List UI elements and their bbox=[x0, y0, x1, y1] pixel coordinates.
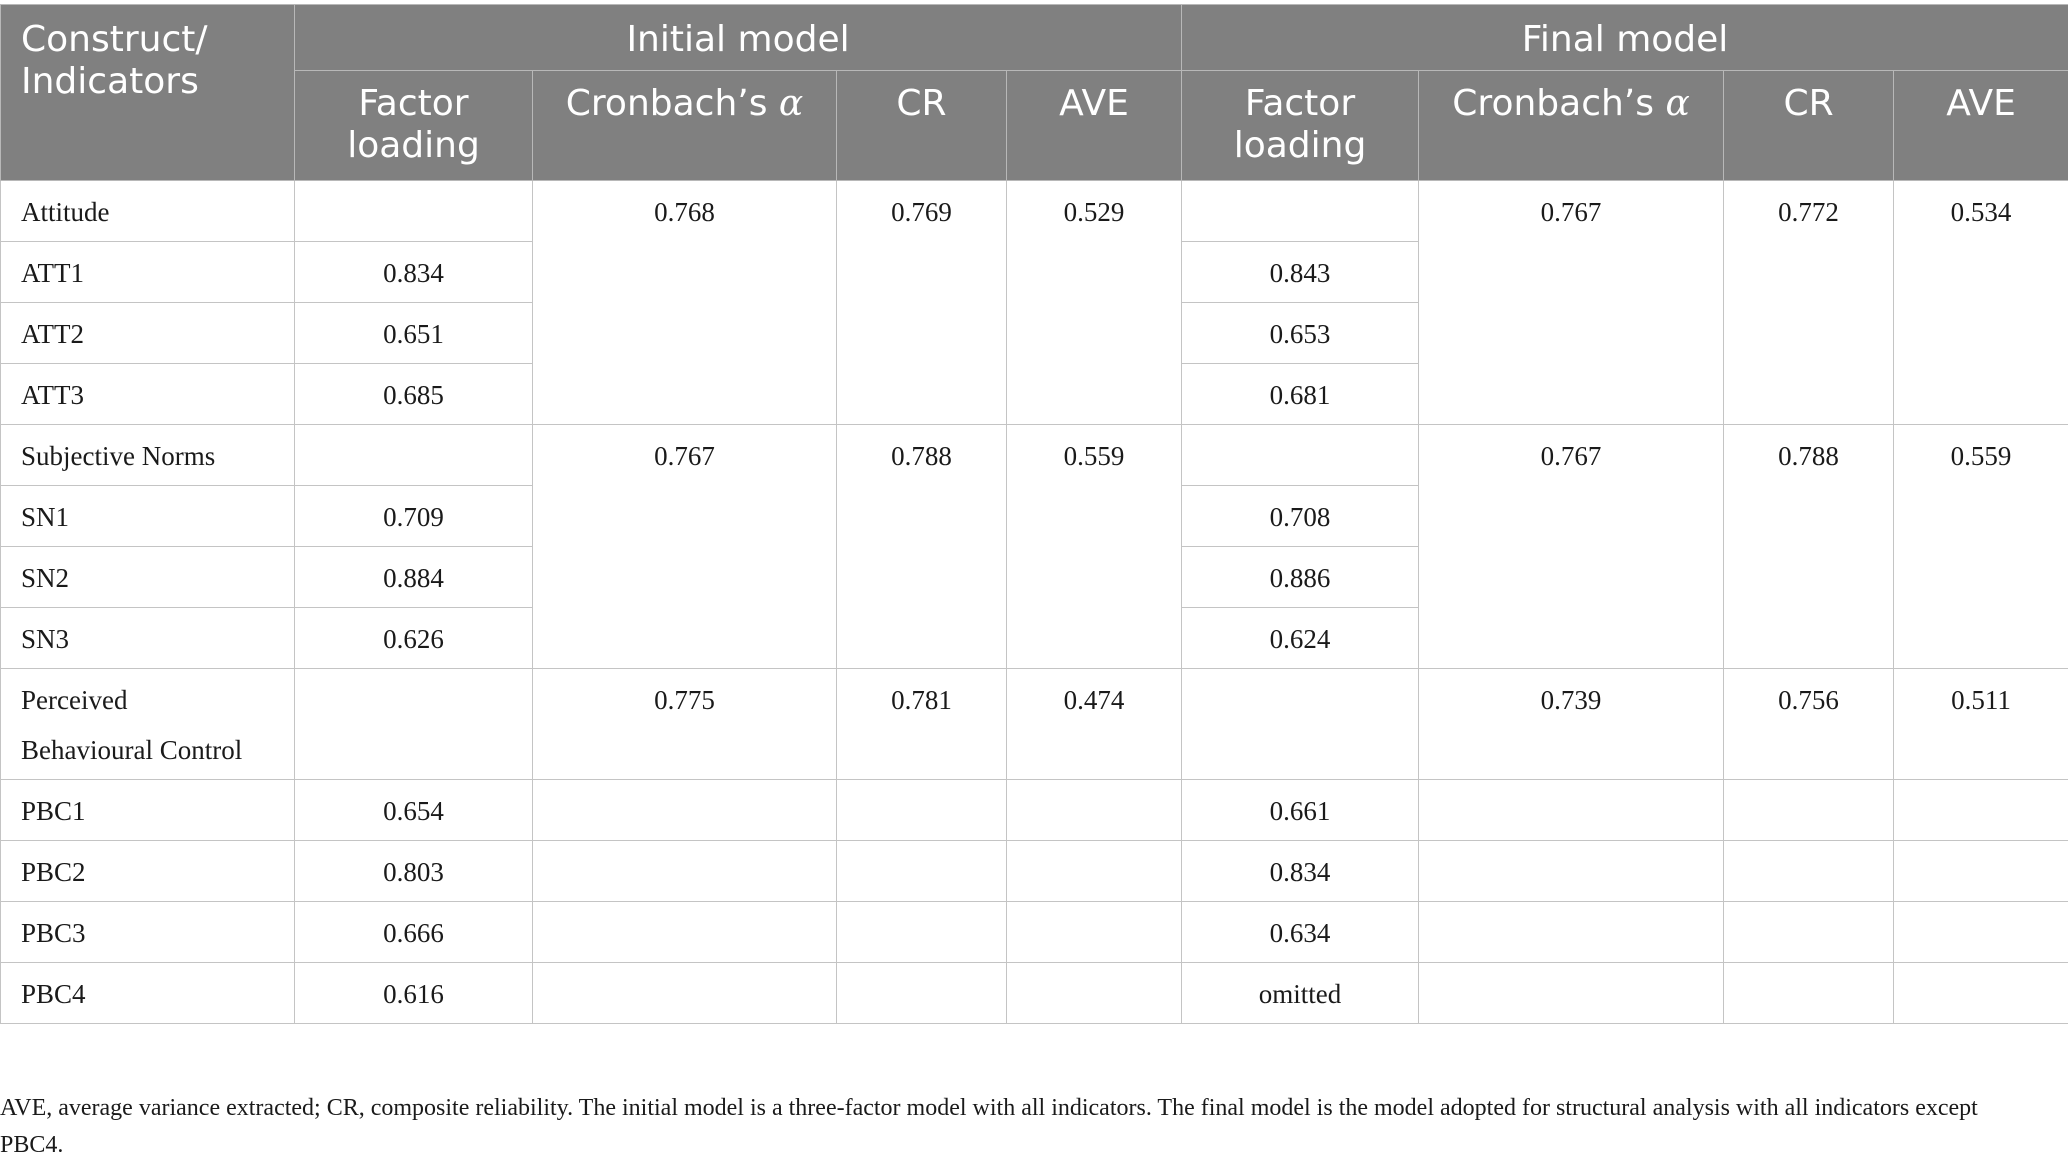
construct-name: Perceived Behavioural Control bbox=[1, 669, 295, 780]
final-loading: 0.708 bbox=[1182, 486, 1419, 547]
factor-loading-cell bbox=[295, 669, 533, 780]
construct-name: Subjective Norms bbox=[1, 425, 295, 486]
initial-cronbach-header: Cronbach’s α bbox=[533, 71, 837, 181]
final-loading: 0.886 bbox=[1182, 547, 1419, 608]
initial-loading: 0.626 bbox=[295, 608, 533, 669]
initial-loading: 0.803 bbox=[295, 841, 533, 902]
indicator-name: SN3 bbox=[1, 608, 295, 669]
ave-cell: 0.559 bbox=[1007, 425, 1182, 669]
construct-row bbox=[1, 669, 2068, 780]
ave-cell: 0.534 bbox=[1894, 181, 2068, 425]
cr-cell: 0.788 bbox=[837, 425, 1007, 669]
cronbach-cell: 0.739 bbox=[1419, 669, 1724, 780]
initial-factor-loading-header: Factor loading bbox=[295, 71, 533, 181]
indicator-name: PBC2 bbox=[1, 841, 295, 902]
indicator-name: ATT1 bbox=[1, 242, 295, 303]
empty-cell bbox=[1894, 841, 2068, 902]
final-loading: 0.661 bbox=[1182, 780, 1419, 841]
indicator-row bbox=[1, 841, 2068, 902]
indicator-name: ATT2 bbox=[1, 303, 295, 364]
final-loading: 0.634 bbox=[1182, 902, 1419, 963]
empty-cell bbox=[1007, 780, 1182, 841]
initial-loading: 0.884 bbox=[295, 547, 533, 608]
cr-cell: 0.781 bbox=[837, 669, 1007, 780]
cronbach-cell: 0.768 bbox=[533, 181, 837, 425]
empty-cell bbox=[837, 963, 1007, 1024]
ave-cell: 0.474 bbox=[1007, 669, 1182, 780]
empty-cell bbox=[1724, 841, 1894, 902]
final-loading: 0.653 bbox=[1182, 303, 1419, 364]
construct-header: Construct/ Indicators bbox=[1, 5, 295, 181]
indicator-name: PBC4 bbox=[1, 963, 295, 1024]
cronbach-cell: 0.775 bbox=[533, 669, 837, 780]
cronbach-cell: 0.767 bbox=[533, 425, 837, 669]
factor-loading-cell bbox=[1182, 181, 1419, 242]
initial-loading: 0.651 bbox=[295, 303, 533, 364]
cr-cell: 0.769 bbox=[837, 181, 1007, 425]
empty-cell bbox=[1419, 780, 1724, 841]
empty-cell bbox=[533, 780, 837, 841]
empty-cell bbox=[1724, 963, 1894, 1024]
ave-cell: 0.511 bbox=[1894, 669, 2068, 780]
indicator-name: SN2 bbox=[1, 547, 295, 608]
factor-loading-cell bbox=[295, 425, 533, 486]
empty-cell bbox=[1419, 963, 1724, 1024]
empty-cell bbox=[533, 902, 837, 963]
header-row-1 bbox=[1, 5, 2068, 71]
empty-cell bbox=[1007, 963, 1182, 1024]
initial-ave-header: AVE bbox=[1007, 71, 1182, 181]
empty-cell bbox=[1724, 780, 1894, 841]
indicator-name: ATT3 bbox=[1, 364, 295, 425]
initial-loading: 0.616 bbox=[295, 963, 533, 1024]
empty-cell bbox=[1724, 902, 1894, 963]
initial-loading: 0.654 bbox=[295, 780, 533, 841]
final-model-header: Final model bbox=[1182, 5, 2068, 71]
indicator-name: PBC3 bbox=[1, 902, 295, 963]
empty-cell bbox=[837, 780, 1007, 841]
final-factor-loading-header: Factor loading bbox=[1182, 71, 1419, 181]
initial-cr-header: CR bbox=[837, 71, 1007, 181]
indicator-row bbox=[1, 963, 2068, 1024]
factor-loading-cell bbox=[1182, 669, 1419, 780]
empty-cell bbox=[1894, 963, 2068, 1024]
empty-cell bbox=[533, 841, 837, 902]
final-loading: 0.681 bbox=[1182, 364, 1419, 425]
final-loading: omitted bbox=[1182, 963, 1419, 1024]
empty-cell bbox=[837, 841, 1007, 902]
empty-cell bbox=[1007, 902, 1182, 963]
construct-name: Attitude bbox=[1, 181, 295, 242]
empty-cell bbox=[1894, 902, 2068, 963]
indicator-name: SN1 bbox=[1, 486, 295, 547]
indicator-row bbox=[1, 780, 2068, 841]
ave-cell: 0.559 bbox=[1894, 425, 2068, 669]
factor-loading-cell bbox=[295, 181, 533, 242]
final-ave-header: AVE bbox=[1894, 71, 2068, 181]
header-row-2 bbox=[1, 71, 2068, 181]
indicator-name: PBC1 bbox=[1, 780, 295, 841]
construct-row bbox=[1, 425, 2068, 486]
empty-cell bbox=[1419, 902, 1724, 963]
cr-cell: 0.772 bbox=[1724, 181, 1894, 425]
final-loading: 0.834 bbox=[1182, 841, 1419, 902]
construct-row bbox=[1, 181, 2068, 242]
final-loading: 0.843 bbox=[1182, 242, 1419, 303]
final-cronbach-header: Cronbach’s α bbox=[1419, 71, 1724, 181]
empty-cell bbox=[1419, 841, 1724, 902]
initial-loading: 0.685 bbox=[295, 364, 533, 425]
initial-model-header: Initial model bbox=[295, 5, 1182, 71]
final-cr-header: CR bbox=[1724, 71, 1894, 181]
empty-cell bbox=[1007, 841, 1182, 902]
cr-cell: 0.788 bbox=[1724, 425, 1894, 669]
initial-loading: 0.666 bbox=[295, 902, 533, 963]
cronbach-cell: 0.767 bbox=[1419, 425, 1724, 669]
empty-cell bbox=[533, 963, 837, 1024]
empty-cell bbox=[837, 902, 1007, 963]
cronbach-cell: 0.767 bbox=[1419, 181, 1724, 425]
initial-loading: 0.834 bbox=[295, 242, 533, 303]
factor-loading-cell bbox=[1182, 425, 1419, 486]
final-loading: 0.624 bbox=[1182, 608, 1419, 669]
ave-cell: 0.529 bbox=[1007, 181, 1182, 425]
reliability-table bbox=[0, 4, 2068, 1024]
table-footnote: AVE, average variance extracted; CR, composite reliability. The initial model is a three-factor model with all indicators. The final model is the model adopted for structural analysis with all indicators except PBC4. bbox=[0, 1095, 1978, 1158]
cr-cell: 0.756 bbox=[1724, 669, 1894, 780]
empty-cell bbox=[1894, 780, 2068, 841]
initial-loading: 0.709 bbox=[295, 486, 533, 547]
indicator-row bbox=[1, 902, 2068, 963]
